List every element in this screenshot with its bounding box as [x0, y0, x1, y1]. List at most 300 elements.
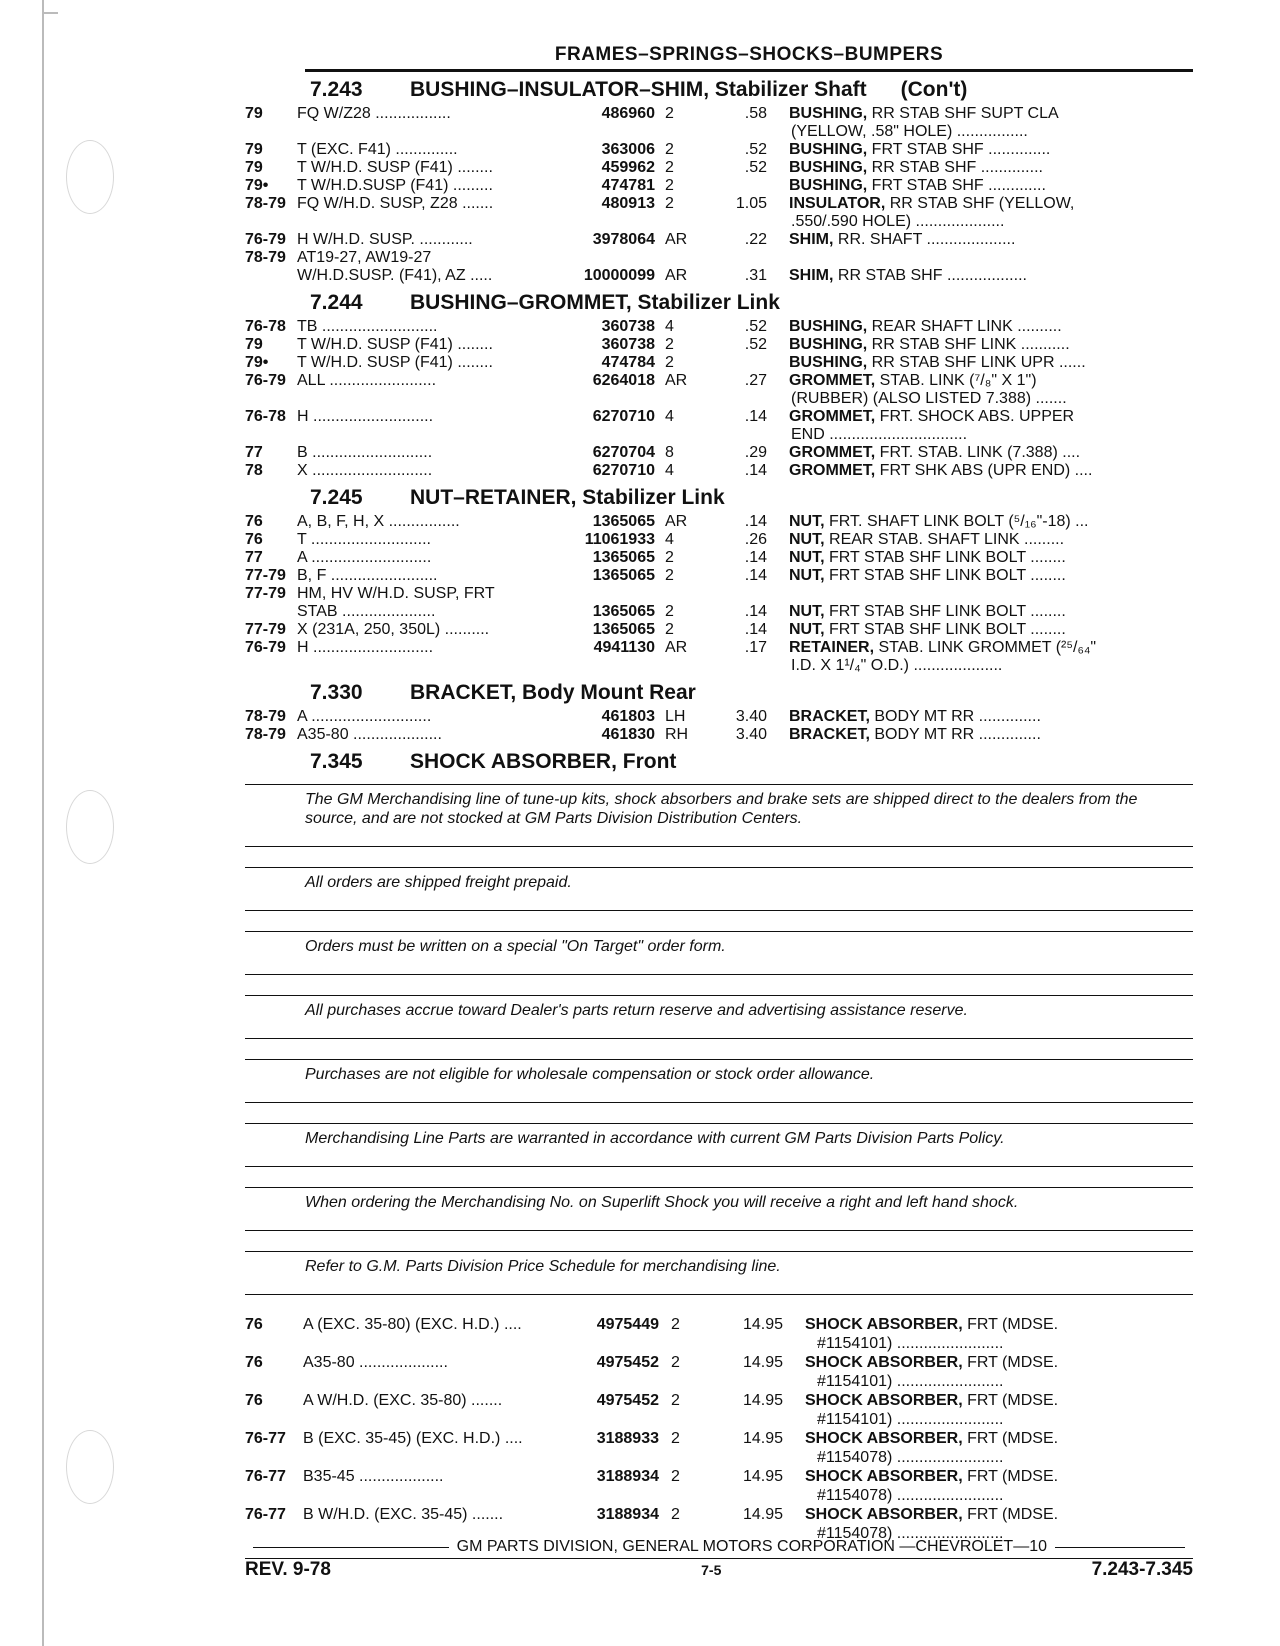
part-name [783, 1353, 1175, 1391]
row-indent [245, 657, 779, 675]
part-spec: FRT (MDSE. [962, 1316, 1059, 1333]
part-row [245, 708, 1193, 726]
part-spec-continued: (YELLOW, .58" HOLE) ................ [791, 123, 1028, 140]
part-name-bold: NUT, [789, 621, 825, 638]
part-name [767, 195, 1159, 213]
part-name-bold: BUSHING, [789, 354, 868, 371]
price: 1.05 [735, 195, 767, 212]
quantity: 2 [665, 195, 674, 212]
part-name [767, 231, 1159, 249]
model-desc: B35-45 ................... [303, 1468, 444, 1485]
shock-row [245, 1429, 1193, 1467]
part-number: 363006 [601, 141, 655, 158]
part-spec-continued: #1154101) ........................ [817, 1411, 1004, 1428]
quantity: 4 [665, 408, 674, 425]
part-number: 4975449 [596, 1316, 659, 1333]
section-number: 7.244 [310, 291, 363, 314]
model-year: 76 [245, 531, 263, 548]
merchandising-note: All orders are shipped freight prepaid. [245, 867, 1193, 911]
part-spec-continued: I.D. X 1¹/₄" O.D.) .................... [791, 657, 1003, 674]
model-desc: T W/H.D. SUSP (F41) ........ [297, 336, 493, 353]
price: 14.95 [742, 1430, 783, 1447]
model-year: 77-79 [245, 621, 286, 638]
model-year: 76-79 [245, 231, 286, 248]
quantity: 2 [671, 1430, 680, 1447]
part-number: 480913 [601, 195, 655, 212]
model-desc: A ........................... [297, 549, 432, 566]
model-year: 78 [245, 462, 263, 479]
price: .27 [744, 372, 767, 389]
section-name: BUSHING–INSULATOR–SHIM, Stabilizer Shaft [410, 78, 867, 101]
quantity: RH [665, 726, 689, 743]
merchandising-note: Refer to G.M. Parts Division Price Schedule for merchandising line. [245, 1251, 1193, 1295]
footer-bottom [245, 1558, 1193, 1581]
model-desc: A35-80 .................... [297, 726, 442, 743]
page-footer [245, 1538, 1193, 1581]
part-spec: RR STAB SHF LINK ........... [867, 336, 1070, 353]
part-name [767, 621, 1159, 639]
part-name [767, 318, 1159, 336]
quantity: 2 [665, 621, 674, 638]
part-number: 1365065 [592, 567, 655, 584]
model-desc: B (EXC. 35-45) (EXC. H.D.) .... [303, 1430, 523, 1447]
part-name-bold: NUT, [789, 549, 825, 566]
model-year [245, 603, 297, 621]
model-desc: W/H.D.SUSP. (F41), AZ ..... [297, 267, 493, 284]
merchandising-note: When ordering the Merchandising No. on Superlift Shock you will receive a right and left hand shock. [245, 1187, 1193, 1231]
part-row [245, 726, 1193, 744]
quantity: 8 [665, 444, 674, 461]
model-year: 77 [245, 549, 263, 566]
part-spec: FRT (MDSE. [962, 1354, 1059, 1371]
price: .14 [744, 549, 767, 566]
shock-absorber-table [245, 1315, 1193, 1543]
part-name [767, 549, 1159, 567]
part-name-line [805, 1467, 1175, 1486]
model-year: 76-77 [245, 1506, 286, 1523]
part-row [245, 141, 1193, 159]
quantity: 2 [665, 603, 674, 620]
binding-edge-line [42, 0, 44, 1646]
footer-corp-line [245, 1538, 1193, 1556]
part-spec: FRT STAB SHF LINK BOLT ........ [824, 621, 1066, 638]
price: .14 [744, 621, 767, 638]
part-name [767, 267, 1159, 285]
model-year: 79 [245, 159, 263, 176]
part-spec: FRT. STAB. LINK (7.388) .... [875, 444, 1081, 461]
price: .22 [744, 231, 767, 248]
merchandising-note: The GM Merchandising line of tune-up kits, shock absorbers and brake sets are shipped direct to the dealers from the source, and are not stocked at GM Parts Division Distribution Centers. [245, 784, 1193, 847]
part-name [767, 708, 1159, 726]
part-row [245, 531, 1193, 549]
part-name-bold: GROMMET, [789, 408, 876, 425]
model-desc: A ........................... [297, 708, 432, 725]
price: 3.40 [735, 708, 767, 725]
part-name-bold: SHOCK ABSORBER, [805, 1354, 963, 1371]
section-name: BRACKET, Body Mount Rear [410, 681, 696, 704]
model-year: 79 [245, 336, 263, 353]
shock-row [245, 1467, 1193, 1505]
part-number [567, 585, 655, 603]
part-name-bold: BUSHING, [789, 141, 868, 158]
part-row [245, 603, 1193, 621]
part-row-continued [245, 426, 1193, 444]
part-spec: FRT. SHAFT LINK BOLT (⁵/₁₆"-18) ... [824, 513, 1089, 530]
page-number: 7-5 [701, 1562, 722, 1578]
section-number: 7.245 [310, 486, 363, 509]
price: .14 [744, 603, 767, 620]
part-spec: RR STAB SHF .............. [867, 159, 1043, 176]
part-name-bold: SHOCK ABSORBER, [805, 1506, 963, 1523]
parts-sections [245, 78, 1193, 774]
model-year: 78-79 [245, 195, 286, 212]
part-number [567, 249, 655, 267]
part-spec-continued: .550/.590 HOLE) .................... [791, 213, 1005, 230]
part-number: 474781 [601, 177, 655, 194]
model-year: 76-79 [245, 639, 286, 656]
part-number: 4975452 [596, 1354, 659, 1371]
part-name-bold: SHOCK ABSORBER, [805, 1468, 963, 1485]
quantity: AR [665, 372, 688, 389]
model-year: 76-79 [245, 372, 286, 389]
section-name: NUT–RETAINER, Stabilizer Link [410, 486, 725, 509]
model-desc: A, B, F, H, X ................ [297, 513, 460, 530]
quantity: AR [665, 231, 688, 248]
price: .52 [744, 336, 767, 353]
price: .26 [744, 531, 767, 548]
part-name [767, 354, 1159, 372]
part-spec-continued: (RUBBER) (ALSO LISTED 7.388) ....... [791, 390, 1067, 407]
part-spec: FRT STAB SHF ............. [867, 177, 1046, 194]
model-year: 79 [245, 105, 263, 122]
part-row [245, 444, 1193, 462]
punch-hole-middle [66, 790, 114, 864]
model-year: 76 [245, 513, 263, 530]
part-row [245, 336, 1193, 354]
part-name-line [805, 1505, 1175, 1524]
punch-hole-bottom [66, 1430, 114, 1504]
part-row [245, 462, 1193, 480]
part-name [767, 141, 1159, 159]
quantity: 2 [665, 336, 674, 353]
price: 14.95 [742, 1316, 783, 1333]
quantity: 2 [665, 105, 674, 122]
part-name-bold: NUT, [789, 603, 825, 620]
price: .52 [744, 318, 767, 335]
part-spec: REAR SHAFT LINK .......... [867, 318, 1062, 335]
price: .14 [744, 408, 767, 425]
model-desc: X ........................... [297, 462, 433, 479]
part-spec: FRT (MDSE. [962, 1468, 1059, 1485]
part-row [245, 177, 1193, 195]
part-name-bold: BUSHING, [789, 105, 868, 122]
part-number: 474784 [601, 354, 655, 371]
section-title [310, 78, 1193, 102]
model-year: 76-78 [245, 318, 286, 335]
part-name-bold: INSULATOR, [789, 195, 886, 212]
part-row [245, 549, 1193, 567]
part-spec: FRT (MDSE. [962, 1430, 1059, 1447]
part-name-bold: NUT, [789, 531, 825, 548]
part-name-line [805, 1315, 1175, 1334]
model-year: 77-79 [245, 585, 286, 602]
part-spec-continued: END ............................... [791, 426, 968, 443]
part-spec: BODY MT RR .............. [869, 708, 1041, 725]
model-desc: B W/H.D. (EXC. 35-45) ....... [303, 1506, 504, 1523]
part-row [245, 585, 1193, 603]
quantity: 2 [665, 567, 674, 584]
part-name-bold: BUSHING, [789, 318, 868, 335]
part-row [245, 513, 1193, 531]
price: .58 [744, 105, 767, 122]
revision-label: REV. 9-78 [245, 1559, 331, 1580]
model-year: 76-77 [245, 1430, 286, 1447]
part-name-line [805, 1353, 1175, 1372]
part-name [767, 444, 1159, 462]
model-year: 77 [245, 444, 263, 461]
quantity: LH [665, 708, 686, 725]
price: .31 [744, 267, 767, 284]
part-name-bold: NUT, [789, 567, 825, 584]
part-number: 3188934 [596, 1506, 659, 1523]
model-desc: H W/H.D. SUSP. ............ [297, 231, 473, 248]
quantity: 2 [665, 159, 674, 176]
merchandising-note: Orders must be written on a special "On Target" order form. [245, 931, 1193, 975]
part-spec: RR STAB SHF LINK UPR ...... [867, 354, 1086, 371]
part-name-bold: SHOCK ABSORBER, [805, 1316, 963, 1333]
quantity: AR [665, 639, 688, 656]
quantity: 2 [665, 354, 674, 371]
model-desc: H ........................... [297, 408, 434, 425]
model-desc: T ........................... [297, 531, 431, 548]
part-name [767, 567, 1159, 585]
part-number: 3978064 [592, 231, 655, 248]
part-number: 4975452 [596, 1392, 659, 1409]
section-title [310, 681, 1193, 705]
model-year: 78-79 [245, 726, 286, 743]
model-year: 76-78 [245, 408, 286, 425]
part-spec: STAB. LINK (⁷/₈" X 1") [875, 372, 1037, 389]
section-name: SHOCK ABSORBER, Front [410, 750, 677, 773]
part-name-bold: SHOCK ABSORBER, [805, 1430, 963, 1447]
model-year: 78-79 [245, 708, 286, 725]
model-desc: HM, HV W/H.D. SUSP, FRT [297, 585, 495, 602]
punch-hole-top [66, 140, 114, 214]
part-name-bold: SHOCK ABSORBER, [805, 1392, 963, 1409]
part-spec: FRT SHK ABS (UPR END) .... [875, 462, 1093, 479]
quantity: 2 [671, 1316, 680, 1333]
quantity: 2 [665, 549, 674, 566]
part-number: 360738 [601, 336, 655, 353]
part-name-bold: BUSHING, [789, 336, 868, 353]
part-row [245, 354, 1193, 372]
quantity: 2 [671, 1354, 680, 1371]
part-row [245, 105, 1193, 123]
part-number: 1365065 [592, 603, 655, 620]
model-desc: A35-80 .................... [303, 1354, 448, 1371]
model-desc: TB .......................... [297, 318, 438, 335]
part-spec: RR STAB SHF SUPT CLA [867, 105, 1059, 122]
price [695, 354, 767, 372]
part-name [783, 1391, 1175, 1429]
part-row-continued [245, 390, 1193, 408]
part-number: 11061933 [584, 531, 655, 548]
merchandising-note: Purchases are not eligible for wholesale compensation or stock order allowance. [245, 1059, 1193, 1103]
model-year: 76-77 [245, 1468, 286, 1485]
catalog-sheet [245, 44, 1193, 1543]
part-name [767, 249, 1159, 267]
part-name [767, 177, 1159, 195]
part-spec: FRT STAB SHF .............. [867, 141, 1051, 158]
part-name [767, 159, 1159, 177]
part-name [783, 1467, 1175, 1505]
part-number: 6264018 [592, 372, 655, 389]
section-title [310, 486, 1193, 510]
merchandising-note: Merchandising Line Parts are warranted in accordance with current GM Parts Division Parts Policy. [245, 1123, 1193, 1167]
part-spec: FRT STAB SHF LINK BOLT ........ [824, 603, 1066, 620]
part-number: 6270704 [592, 444, 655, 461]
model-desc: T (EXC. F41) .............. [297, 141, 458, 158]
part-row [245, 159, 1193, 177]
part-name-bold: RETAINER, [789, 639, 875, 656]
part-row [245, 267, 1193, 285]
footer-rule-right [1055, 1547, 1185, 1548]
model-desc: FQ W/H.D. SUSP, Z28 ....... [297, 195, 494, 212]
section-range: 7.243-7.345 [1091, 1559, 1193, 1580]
model-desc: T W/H.D.SUSP (F41) ......... [297, 177, 493, 194]
part-spec: RR. SHAFT .................... [833, 231, 1016, 248]
shock-row [245, 1391, 1193, 1429]
running-head: FRAMES–SPRINGS–SHOCKS–BUMPERS [305, 44, 1193, 72]
part-number: 3188933 [596, 1430, 659, 1447]
section-number: 7.330 [310, 681, 363, 704]
part-name-bold: SHIM, [789, 231, 834, 248]
model-year: 79• [245, 177, 269, 194]
model-desc: STAB ..................... [297, 603, 436, 620]
section-title [310, 750, 1193, 774]
part-spec-continued: #1154101) ........................ [817, 1335, 1004, 1352]
footer-rule-left [253, 1547, 449, 1548]
row-indent [245, 213, 779, 231]
part-row [245, 318, 1193, 336]
model-year: 79• [245, 354, 269, 371]
part-spec: REAR STAB. SHAFT LINK ......... [824, 531, 1065, 548]
part-number: 1365065 [592, 621, 655, 638]
part-number: 461830 [601, 726, 655, 743]
quantity: 2 [665, 177, 674, 194]
part-name [783, 1429, 1175, 1467]
part-number: 4941130 [593, 639, 655, 656]
quantity: 2 [671, 1468, 680, 1485]
part-number: 6270710 [592, 408, 655, 425]
part-spec: RR STAB SHF (YELLOW, [885, 195, 1075, 212]
part-number: 459962 [601, 159, 655, 176]
section-number: 7.243 [310, 78, 363, 101]
part-row [245, 408, 1193, 426]
model-desc: B, F ........................ [297, 567, 438, 584]
model-desc: B ........................... [297, 444, 433, 461]
part-spec: STAB. LINK GROMMET (²⁵/₆₄" [874, 639, 1097, 656]
part-name-bold: NUT, [789, 513, 825, 530]
model-desc: T W/H.D. SUSP (F41) ........ [297, 159, 493, 176]
part-name [767, 603, 1159, 621]
price: .29 [744, 444, 767, 461]
part-number: 461803 [601, 708, 655, 725]
price: .14 [744, 462, 767, 479]
part-name-bold: BRACKET, [789, 708, 870, 725]
section-suffix: (Con't) [900, 78, 968, 101]
model-year: 77-79 [245, 567, 286, 584]
part-spec-continued: #1154078) ........................ [817, 1525, 1004, 1542]
price: 14.95 [742, 1506, 783, 1523]
price: .52 [744, 159, 767, 176]
part-name [767, 372, 1159, 390]
quantity [655, 249, 695, 267]
model-year: 76 [245, 1316, 263, 1333]
part-number: 10000099 [583, 267, 655, 284]
part-name [767, 531, 1159, 549]
price [695, 177, 767, 195]
part-spec-continued: #1154101) ........................ [817, 1373, 1004, 1390]
model-desc: FQ W/Z28 ................. [297, 105, 451, 122]
part-row [245, 249, 1193, 267]
part-name [767, 105, 1159, 123]
section-name: BUSHING–GROMMET, Stabilizer Link [410, 291, 780, 314]
part-number: 486960 [601, 105, 655, 122]
quantity: 2 [665, 141, 674, 158]
part-name-bold: BUSHING, [789, 159, 868, 176]
part-name [767, 513, 1159, 531]
part-number: 6270710 [592, 462, 655, 479]
price: 14.95 [742, 1392, 783, 1409]
part-spec: FRT (MDSE. [962, 1506, 1059, 1523]
quantity: 4 [665, 318, 674, 335]
price: .14 [744, 513, 767, 530]
part-name [783, 1315, 1175, 1353]
quantity: 4 [665, 462, 674, 479]
price [695, 585, 767, 603]
quantity [655, 585, 695, 603]
price: 14.95 [742, 1468, 783, 1485]
part-row-continued [245, 657, 1193, 675]
price: 3.40 [735, 726, 767, 743]
part-row [245, 372, 1193, 390]
shock-row [245, 1353, 1193, 1391]
quantity: AR [665, 267, 688, 284]
part-name-bold: BUSHING, [789, 177, 868, 194]
model-desc: A W/H.D. (EXC. 35-80) ....... [303, 1392, 503, 1409]
price: .17 [744, 639, 767, 656]
model-desc: AT19-27, AW19-27 [297, 249, 432, 266]
model-desc: X (231A, 250, 350L) .......... [297, 621, 490, 638]
part-name-bold: SHIM, [789, 267, 834, 284]
row-indent [245, 390, 779, 408]
part-row [245, 231, 1193, 249]
price: .52 [744, 141, 767, 158]
model-year: 76 [245, 1392, 263, 1409]
part-name-line [805, 1391, 1175, 1410]
part-name-bold: GROMMET, [789, 444, 876, 461]
part-name [767, 726, 1159, 744]
part-name-bold: GROMMET, [789, 372, 876, 389]
model-year: 76 [245, 1354, 263, 1371]
part-row [245, 567, 1193, 585]
row-indent [245, 426, 779, 444]
part-spec: FRT STAB SHF LINK BOLT ........ [824, 549, 1066, 566]
part-name [767, 585, 1159, 603]
quantity: AR [665, 513, 688, 530]
model-year [245, 267, 297, 285]
